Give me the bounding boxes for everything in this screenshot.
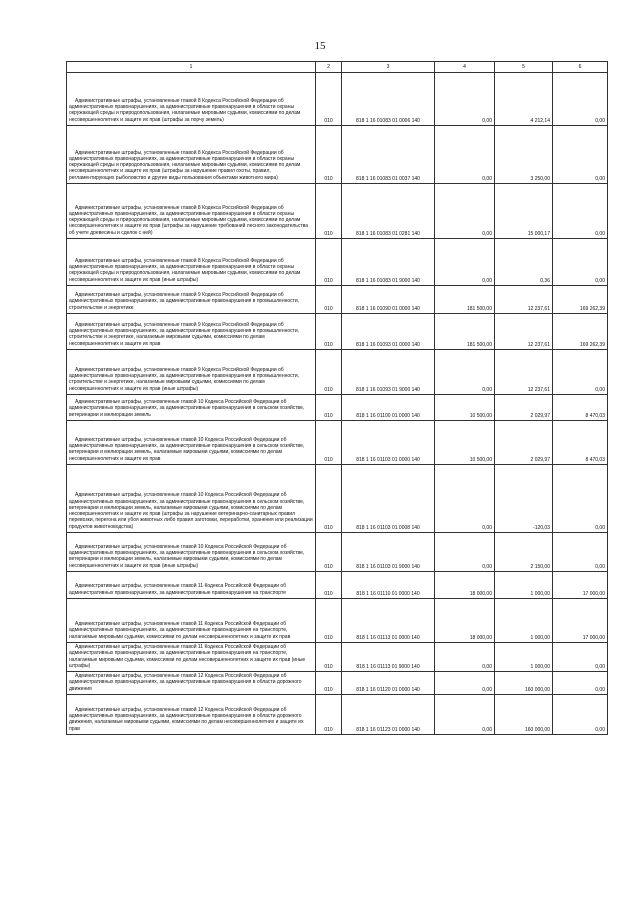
planned-amount: 0,00 bbox=[435, 126, 495, 184]
planned-amount: 0,00 bbox=[435, 672, 495, 695]
planned-amount: 181 500,00 bbox=[435, 286, 495, 314]
unexecuted-amount: 0,00 bbox=[553, 239, 608, 286]
column-header: 6 bbox=[553, 62, 608, 73]
budget-classification-code: 818 1 16 01083 01 0037 140 bbox=[342, 126, 435, 184]
row-description: Административные штрафы, установленные главой 11 Кодекса Российской Федерации об административных правонарушениях, за административные правонарушения на транспорте, налагаемые мировыми судьями, комиссиями по делам несовершеннолетних и защите их прав (иные штрафы) bbox=[67, 643, 316, 672]
planned-amount: 0,00 bbox=[435, 465, 495, 533]
unexecuted-amount: 0,00 bbox=[553, 126, 608, 184]
planned-amount: 0,00 bbox=[435, 695, 495, 735]
row-description: Административные штрафы, установленные главой 12 Кодекса Российской Федерации об административных правонарушениях, за административные правонарушения в области дорожного движения bbox=[67, 672, 316, 695]
executed-amount: 12 237,61 bbox=[495, 314, 553, 350]
unexecuted-amount: 0,00 bbox=[553, 73, 608, 126]
planned-amount: 0,00 bbox=[435, 533, 495, 572]
budget-classification-code: 818 1 16 01083 01 0281 140 bbox=[342, 184, 435, 239]
executed-amount: 4 212,14 bbox=[495, 73, 553, 126]
executed-amount: 1 000,00 bbox=[495, 643, 553, 672]
row-description: Административные штрафы, установленные главой 10 Кодекса Российской Федерации об административных правонарушениях, за административные правонарушения в сельском хозяйстве, ветеринарии и мелиорации земель bbox=[67, 395, 316, 421]
row-description: Административные штрафы, установленные главой 9 Кодекса Российской Федерации об административных правонарушениях, за административные правонарушения в промышленности, строительстве и энергетике bbox=[67, 286, 316, 314]
row-description: Административные штрафы, установленные главой 8 Кодекса Российской Федерации об административных правонарушениях, за административные правонарушения в области охраны окружающей среды и природопользования, налагаемые мировыми судьями, комиссиями по делам несовершеннолетних и защите их прав (иные штрафы) bbox=[67, 239, 316, 286]
planned-amount: 10 500,00 bbox=[435, 421, 495, 465]
table-row bbox=[67, 599, 608, 643]
budget-classification-code: 818 1 16 01113 01 0000 140 bbox=[342, 599, 435, 643]
executed-amount: 2 029,97 bbox=[495, 395, 553, 421]
column-header: 5 bbox=[495, 62, 553, 73]
row-code: 010 bbox=[316, 73, 342, 126]
table-row bbox=[67, 286, 608, 314]
table-row bbox=[67, 184, 608, 239]
table-row bbox=[67, 73, 608, 126]
row-description: Административные штрафы, установленные главой 12 Кодекса Российской Федерации об административных правонарушениях, за административные правонарушения в области дорожного движения, налагаемые мировыми судьями, комиссиями по делам несовершеннолетних и защите их прав bbox=[67, 695, 316, 735]
row-description: Административные штрафы, установленные главой 11 Кодекса Российской Федерации об административных правонарушениях, за административные правонарушения на транспорте bbox=[67, 572, 316, 599]
planned-amount: 0,00 bbox=[435, 239, 495, 286]
executed-amount: 1 000,00 bbox=[495, 599, 553, 643]
table-row bbox=[67, 465, 608, 533]
row-code: 010 bbox=[316, 395, 342, 421]
table-row bbox=[67, 350, 608, 395]
budget-classification-code: 818 1 16 01103 01 9000 140 bbox=[342, 533, 435, 572]
budget-classification-code: 818 1 16 01113 01 9000 140 bbox=[342, 643, 435, 672]
planned-amount: 18 000,00 bbox=[435, 572, 495, 599]
row-code: 010 bbox=[316, 695, 342, 735]
report-table bbox=[66, 61, 608, 735]
row-description: Административные штрафы, установленные главой 9 Кодекса Российской Федерации об административных правонарушениях, за административные правонарушения в промышленности, строительстве и энергетике, налагаемые мировыми судьями, комиссиями по делам несовершеннолетних и защите их прав (иные штрафы) bbox=[67, 350, 316, 395]
row-code: 010 bbox=[316, 421, 342, 465]
table-row bbox=[67, 672, 608, 695]
table-row bbox=[67, 533, 608, 572]
unexecuted-amount: 0,00 bbox=[553, 643, 608, 672]
unexecuted-amount: 0,00 bbox=[553, 350, 608, 395]
executed-amount: 160 000,00 bbox=[495, 672, 553, 695]
row-description: Административные штрафы, установленные главой 10 Кодекса Российской Федерации об административных правонарушениях, за административные правонарушения в сельском хозяйстве, ветеринарии и мелиорации земель, налагаемые мировыми судьями, комиссиями по делам несовершеннолетних и защите их прав bbox=[67, 421, 316, 465]
row-description: Административные штрафы, установленные главой 11 Кодекса Российской Федерации об административных правонарушениях, за административные правонарушения на транспорте, налагаемые мировыми судьями, комиссиями по делам несовершеннолетних и защите их прав bbox=[67, 599, 316, 643]
row-description: Административные штрафы, установленные главой 10 Кодекса Российской Федерации об административных правонарушениях, за административные правонарушения в сельском хозяйстве, ветеринарии и мелиорации земель, налагаемые мировыми судьями, комиссиями по делам несовершеннолетних и защите их прав (иные штрафы) bbox=[67, 533, 316, 572]
executed-amount: 12 237,61 bbox=[495, 286, 553, 314]
unexecuted-amount: 8 470,03 bbox=[553, 421, 608, 465]
row-code: 010 bbox=[316, 314, 342, 350]
executed-amount: 3 250,00 bbox=[495, 126, 553, 184]
planned-amount: 10 500,00 bbox=[435, 395, 495, 421]
unexecuted-amount: 0,00 bbox=[553, 184, 608, 239]
row-code: 010 bbox=[316, 533, 342, 572]
budget-classification-code: 818 1 16 01093 01 9000 140 bbox=[342, 350, 435, 395]
planned-amount: 0,00 bbox=[435, 350, 495, 395]
row-code: 010 bbox=[316, 184, 342, 239]
unexecuted-amount: 17 000,00 bbox=[553, 599, 608, 643]
budget-classification-code: 818 1 16 01103 01 0008 140 bbox=[342, 465, 435, 533]
planned-amount: 181 500,00 bbox=[435, 314, 495, 350]
table-row bbox=[67, 126, 608, 184]
row-code: 010 bbox=[316, 465, 342, 533]
unexecuted-amount: 0,00 bbox=[553, 465, 608, 533]
executed-amount: 15 000,17 bbox=[495, 184, 553, 239]
planned-amount: 18 000,00 bbox=[435, 599, 495, 643]
executed-amount: 12 237,61 bbox=[495, 350, 553, 395]
planned-amount: 0,00 bbox=[435, 73, 495, 126]
column-header: 3 bbox=[342, 62, 435, 73]
row-code: 010 bbox=[316, 672, 342, 695]
executed-amount: 160 000,00 bbox=[495, 695, 553, 735]
page-number: 15 bbox=[314, 40, 326, 52]
executed-amount: 2 150,00 bbox=[495, 533, 553, 572]
row-description: Административные штрафы, установленные главой 9 Кодекса Российской Федерации об административных правонарушениях, за административные правонарушения в промышленности, строительстве и энергетике, налагаемые мировыми судьями, комиссиями по делам несовершеннолетних и защите их прав bbox=[67, 314, 316, 350]
row-code: 010 bbox=[316, 350, 342, 395]
row-code: 010 bbox=[316, 572, 342, 599]
budget-classification-code: 818 1 16 01090 01 0000 140 bbox=[342, 286, 435, 314]
table-row bbox=[67, 643, 608, 672]
table-row bbox=[67, 572, 608, 599]
budget-classification-code: 818 1 16 01100 01 0000 140 bbox=[342, 395, 435, 421]
table-row bbox=[67, 314, 608, 350]
column-header: 4 bbox=[435, 62, 495, 73]
table-header-row bbox=[67, 62, 608, 73]
budget-classification-code: 818 1 16 01103 01 0000 140 bbox=[342, 421, 435, 465]
unexecuted-amount: 0,00 bbox=[553, 672, 608, 695]
unexecuted-amount: 169 262,39 bbox=[553, 314, 608, 350]
row-code: 010 bbox=[316, 239, 342, 286]
column-header: 2 bbox=[316, 62, 342, 73]
row-description: Административные штрафы, установленные главой 8 Кодекса Российской Федерации об административных правонарушениях, за административные правонарушения в области охраны окружающей среды и природопользования, налагаемые мировыми судьями, комиссиями по делам несовершеннолетних и защите их прав (штрафы за порчу земель) bbox=[67, 73, 316, 126]
row-description: Административные штрафы, установленные главой 10 Кодекса Российской Федерации об административных правонарушениях, за административные правонарушения в сельском хозяйстве, ветеринарии и мелиорации земель, налагаемые мировыми судьями, комиссиями по делам несовершеннолетних и защите их прав (штрафы за нарушение ветеринарно-санитарных правил перевозки, перегона или убоя животных либо правил заготовки, переработки, хранения или реализации продуктов животноводства) bbox=[67, 465, 316, 533]
unexecuted-amount: 0,00 bbox=[553, 533, 608, 572]
row-code: 010 bbox=[316, 599, 342, 643]
table-row bbox=[67, 421, 608, 465]
row-code: 010 bbox=[316, 286, 342, 314]
row-code: 010 bbox=[316, 643, 342, 672]
executed-amount: 2 029,97 bbox=[495, 421, 553, 465]
budget-classification-code: 818 1 16 01123 01 0000 140 bbox=[342, 695, 435, 735]
unexecuted-amount: 17 000,00 bbox=[553, 572, 608, 599]
budget-classification-code: 818 1 16 01083 01 9000 140 bbox=[342, 239, 435, 286]
planned-amount: 0,00 bbox=[435, 184, 495, 239]
budget-classification-code: 818 1 16 01093 01 0000 140 bbox=[342, 314, 435, 350]
planned-amount: 0,00 bbox=[435, 643, 495, 672]
table-row bbox=[67, 395, 608, 421]
executed-amount: 0,36 bbox=[495, 239, 553, 286]
budget-classification-code: 818 1 16 01110 01 0000 140 bbox=[342, 572, 435, 599]
table-row bbox=[67, 695, 608, 735]
executed-amount: -120,03 bbox=[495, 465, 553, 533]
unexecuted-amount: 0,00 bbox=[553, 695, 608, 735]
budget-classification-code: 818 1 16 01120 01 0000 140 bbox=[342, 672, 435, 695]
unexecuted-amount: 169 262,39 bbox=[553, 286, 608, 314]
row-description: Административные штрафы, установленные главой 8 Кодекса Российской Федерации об административных правонарушениях, за административные правонарушения в области охраны окружающей среды и природопользования, налагаемые мировыми судьями, комиссиями по делам несовершеннолетних и защите их прав (штрафы за нарушение правил охоты, правил, регламентирующих рыболовство и другие виды пользования объектами животного мира) bbox=[67, 126, 316, 184]
row-code: 010 bbox=[316, 126, 342, 184]
table-row bbox=[67, 239, 608, 286]
unexecuted-amount: 8 470,03 bbox=[553, 395, 608, 421]
row-description: Административные штрафы, установленные главой 8 Кодекса Российской Федерации об административных правонарушениях, за административные правонарушения в области охраны окружающей среды и природопользования, налагаемые мировыми судьями, комиссиями по делам несовершеннолетних и защите их прав (штрафы за нарушение требований лесного законодательства об учете древесины и сделок с ней) bbox=[67, 184, 316, 239]
column-header: 1 bbox=[67, 62, 316, 73]
executed-amount: 1 000,00 bbox=[495, 572, 553, 599]
budget-classification-code: 818 1 16 01083 01 0006 140 bbox=[342, 73, 435, 126]
